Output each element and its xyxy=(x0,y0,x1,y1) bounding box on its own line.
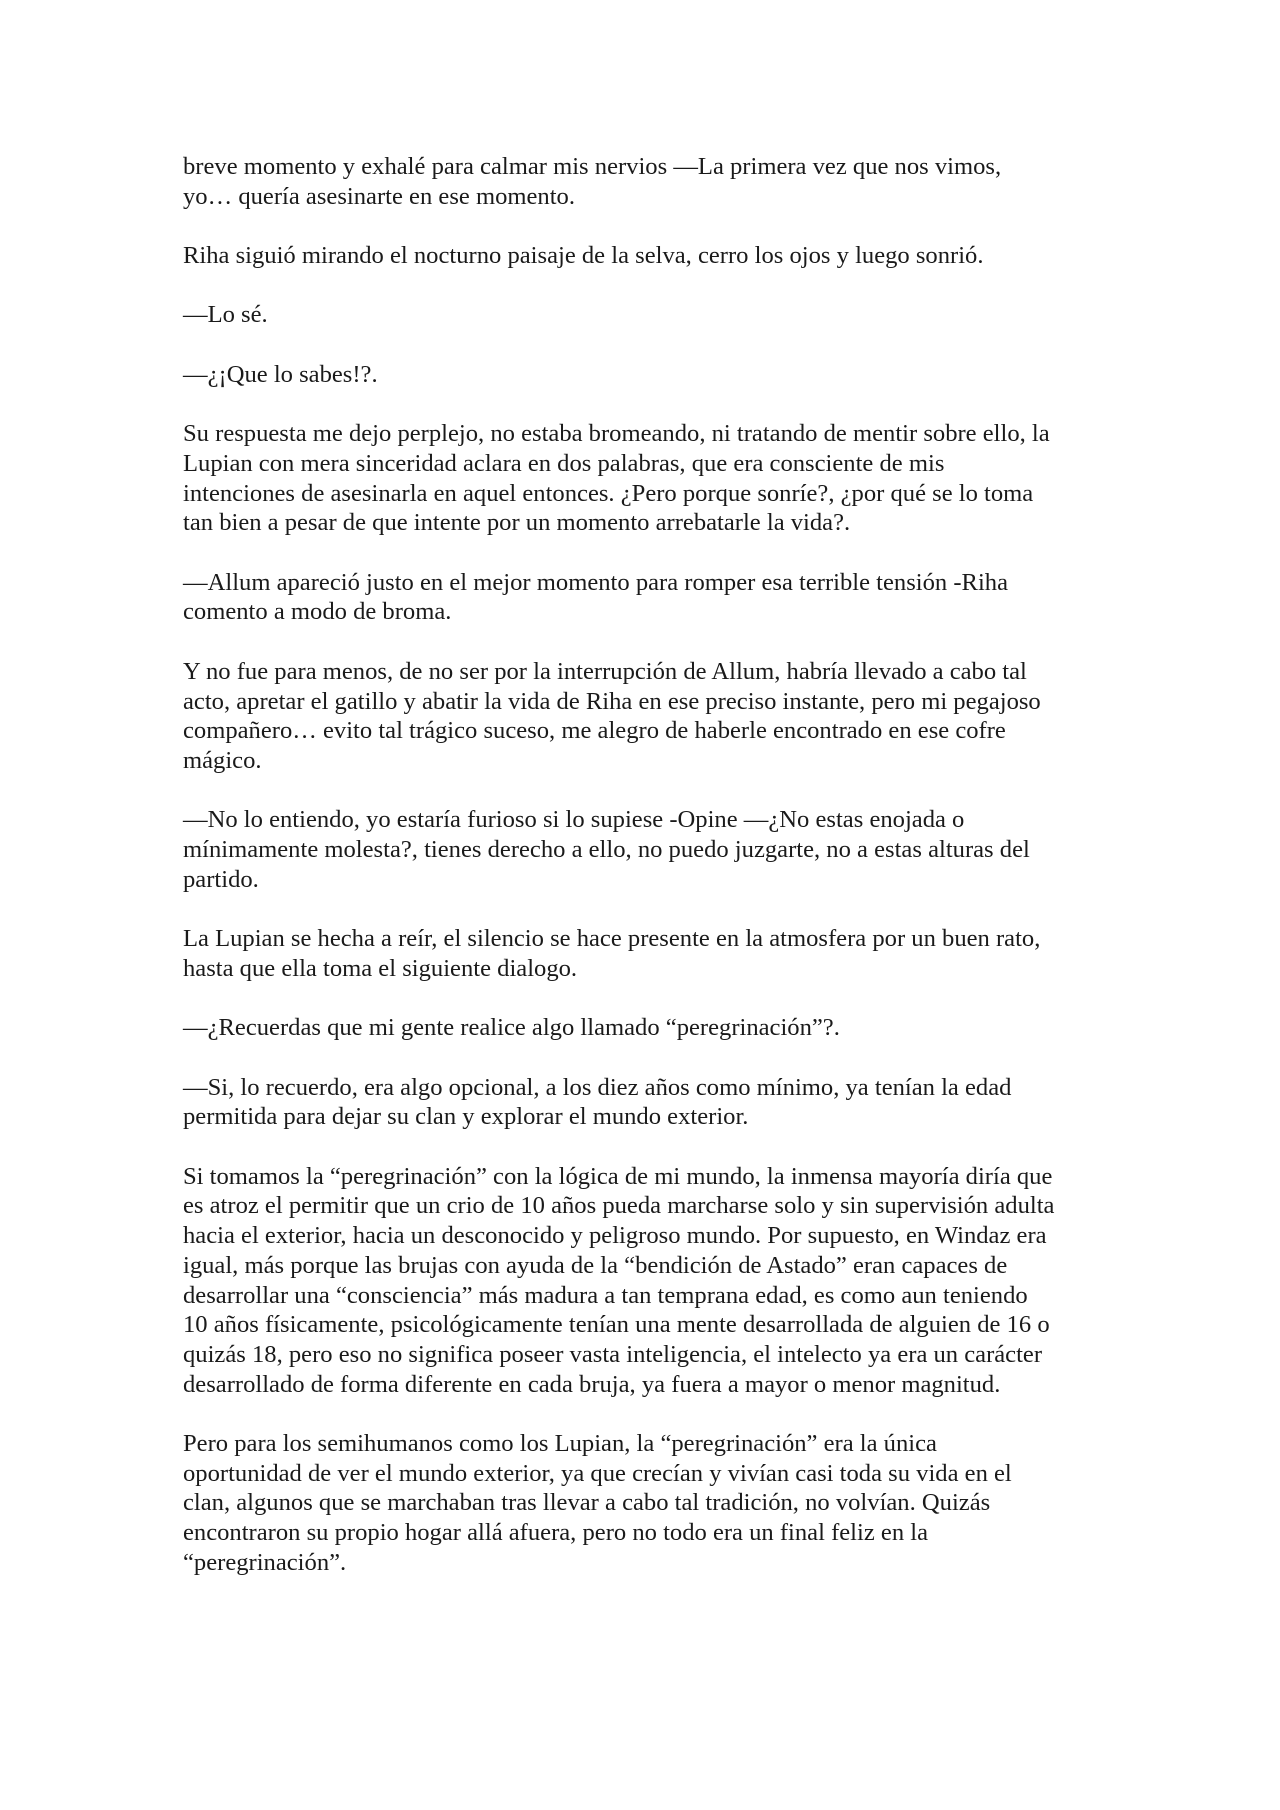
text-line: —No lo entiendo, yo estaría furioso si lo supiese -Opine —¿No estas enojada o xyxy=(183,806,965,834)
text-line: permitida para dejar su clan y explorar el mundo exterior. xyxy=(183,1103,749,1131)
text-line: igual, más porque las brujas con ayuda de la “bendición de Astado” eran capaces de xyxy=(183,1251,1008,1279)
text-line: Riha siguió mirando el nocturno paisaje de la selva, cerro los ojos y luego sonrió. xyxy=(183,242,984,270)
text-line: mágico. xyxy=(183,746,262,774)
text-line: Lupian con mera sinceridad aclara en dos palabras, que era consciente de mis xyxy=(183,449,945,477)
document-text-body xyxy=(183,152,1103,1607)
paragraph xyxy=(183,657,1103,776)
text-line: desarrollado de forma diferente en cada bruja, ya fuera a mayor o menor magnitud. xyxy=(183,1370,1001,1398)
text-line: yo… quería asesinarte en ese momento. xyxy=(183,182,575,210)
text-line: —¿¡Que lo sabes!?. xyxy=(183,360,378,388)
paragraph xyxy=(183,568,1103,627)
text-line: breve momento y exhalé para calmar mis nervios —La primera vez que nos vimos, xyxy=(183,153,1002,180)
paragraph xyxy=(183,360,1103,390)
text-line: oportunidad de ver el mundo exterior, ya que crecían y vivían casi toda su vida en el xyxy=(183,1459,1012,1487)
text-line: compañero… evito tal trágico suceso, me alegro de haberle encontrado en ese cofre xyxy=(183,717,1006,745)
text-line: hasta que ella toma el siguiente dialogo. xyxy=(183,954,578,982)
text-line: encontraron su propio hogar allá afuera, pero no todo era un final feliz en la xyxy=(183,1519,929,1547)
text-line: quizás 18, pero eso no significa poseer vasta inteligencia, el intelecto ya era un carácter xyxy=(183,1340,1043,1368)
text-line: —¿Recuerdas que mi gente realice algo llamado “peregrinación”?. xyxy=(183,1014,840,1042)
text-line: “peregrinación”. xyxy=(183,1548,347,1576)
paragraph xyxy=(183,300,1103,330)
text-line: acto, apretar el gatillo y abatir la vida de Riha en ese preciso instante, pero mi pegajoso xyxy=(183,687,1041,715)
text-line: Pero para los semihumanos como los Lupian, la “peregrinación” era la única xyxy=(183,1430,937,1458)
text-line: —Lo sé. xyxy=(183,301,268,329)
text-line: comento a modo de broma. xyxy=(183,598,452,626)
text-line: Su respuesta me dejo perplejo, no estaba bromeando, ni tratando de mentir sobre ello, la xyxy=(183,420,1050,448)
paragraph xyxy=(183,1162,1103,1400)
paragraph xyxy=(183,805,1103,894)
paragraph xyxy=(183,924,1103,983)
text-line: tan bien a pesar de que intente por un momento arrebatarle la vida?. xyxy=(183,509,851,537)
text-line: partido. xyxy=(183,865,259,893)
text-line: intenciones de asesinarla en aquel entonces. ¿Pero porque sonríe?, ¿por qué se lo toma xyxy=(183,479,1034,507)
paragraph xyxy=(183,419,1103,538)
text-line: —Allum apareció justo en el mejor momento para romper esa terrible tensión -Riha xyxy=(183,568,1008,596)
text-line: 10 años físicamente, psicológicamente tenían una mente desarrollada de alguien de 16 o xyxy=(183,1311,1050,1339)
text-line: —Si, lo recuerdo, era algo opcional, a los diez años como mínimo, ya tenían la edad xyxy=(183,1073,1012,1101)
text-line: clan, algunos que se marchaban tras llevar a cabo tal tradición, no volvían. Quizás xyxy=(183,1489,991,1517)
text-line: Si tomamos la “peregrinación” con la lógica de mi mundo, la inmensa mayoría diría que xyxy=(183,1162,1053,1190)
text-line: hacia el exterior, hacia un desconocido y peligroso mundo. Por supuesto, en Windaz era xyxy=(183,1222,1047,1250)
text-line: desarrollar una “consciencia” más madura a tan temprana edad, es como aun teniendo xyxy=(183,1281,1028,1309)
paragraph xyxy=(183,152,1103,211)
text-line: mínimamente molesta?, tienes derecho a ello, no puedo juzgarte, no a estas alturas del xyxy=(183,836,1030,864)
paragraph xyxy=(183,1073,1103,1132)
paragraph xyxy=(183,1013,1103,1043)
paragraph xyxy=(183,241,1103,271)
text-line: Y no fue para menos, de no ser por la interrupción de Allum, habría llevado a cabo tal xyxy=(183,657,1027,685)
paragraph xyxy=(183,1429,1103,1578)
text-line: La Lupian se hecha a reír, el silencio se hace presente en la atmosfera por un buen rato, xyxy=(183,925,1041,953)
text-line: es atroz el permitir que un crio de 10 años pueda marcharse solo y sin supervisión adulta xyxy=(183,1192,1055,1220)
